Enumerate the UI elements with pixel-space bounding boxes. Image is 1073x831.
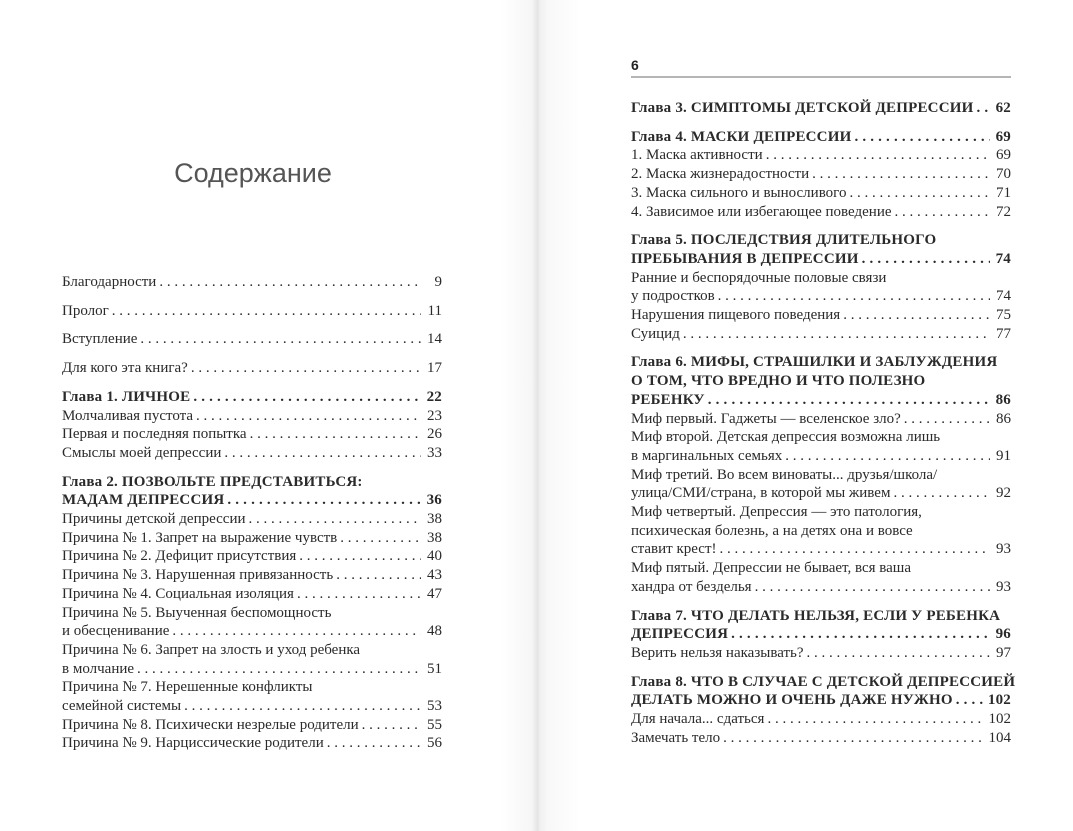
toc-entry[interactable]	[62, 425, 442, 444]
entry-page-number: 47	[427, 585, 442, 602]
entry-page-number: 33	[427, 444, 442, 461]
toc-chapter-entry[interactable]	[62, 388, 442, 407]
entry-page-number: 40	[427, 548, 442, 565]
dot-leader	[755, 578, 990, 597]
dot-leader	[956, 691, 985, 710]
entry-page-number: 23	[427, 407, 442, 424]
entry-page-number: 53	[427, 698, 442, 715]
dot-leader	[159, 273, 421, 292]
dot-leader	[140, 330, 421, 349]
entry-title: Причины детской депрессии	[62, 511, 246, 528]
entry-page-number: 26	[427, 426, 442, 443]
entry-title: Миф третий. Во всем виноваты... друзья/школа/	[631, 466, 938, 483]
entry-page-number: 71	[996, 184, 1011, 201]
entry-title: Первая и последняя попытка	[62, 426, 247, 443]
dot-leader	[862, 250, 990, 269]
entry-page-number: 55	[427, 716, 442, 733]
entry-title: Нарушения пищевого поведения	[631, 307, 841, 324]
entry-title: Причина № 2. Дефицит присутствия	[62, 548, 297, 565]
entry-title: Верить нельзя наказывать?	[631, 644, 804, 661]
toc-entry[interactable]	[631, 644, 1011, 663]
entry-title: Причина № 6. Запрет на злость и уход ребенка	[62, 641, 361, 658]
header-rule	[631, 76, 1011, 78]
toc-group	[62, 473, 442, 754]
dot-leader	[249, 510, 422, 529]
entry-title: Причина № 8. Психически незрелые родители	[62, 716, 359, 733]
dot-leader	[191, 359, 421, 378]
entry-page-number: 74	[995, 250, 1011, 267]
dot-leader	[731, 625, 990, 644]
toc-group	[631, 673, 1016, 748]
toc-chapter-entry[interactable]	[631, 673, 1016, 710]
entry-title: Миф второй. Детская депрессия возможна лишь	[631, 429, 941, 446]
entry-title: семейной системы	[62, 698, 182, 715]
toc-entry[interactable]	[631, 203, 1011, 222]
entry-title: Причина № 7. Нерешенные конфликты	[62, 679, 313, 696]
toc-group	[631, 99, 1011, 118]
entry-title: Причина № 9. Нарциссические родители	[62, 735, 324, 752]
entry-page-number: 17	[427, 360, 442, 377]
toc-group	[62, 302, 442, 321]
toc-entry[interactable]	[62, 585, 442, 604]
entry-title: Глава 1. ЛИЧНОЕ	[62, 388, 191, 405]
dot-leader	[708, 391, 990, 410]
entry-title: Для начала... сдаться	[631, 711, 765, 728]
entry-title: Причина № 1. Запрет на выражение чувств	[62, 529, 338, 546]
dot-leader	[812, 165, 990, 184]
dot-leader	[766, 146, 990, 165]
entry-page-number: 96	[995, 626, 1011, 643]
entry-title: 1. Маска активности	[631, 147, 763, 164]
dot-leader	[843, 306, 990, 325]
entry-title: и обесценивание	[62, 623, 170, 640]
entry-page-number: 38	[427, 511, 442, 528]
entry-page-number: 91	[996, 447, 1011, 464]
entry-title: РЕБЕНКУ	[631, 391, 705, 408]
toc-group	[631, 231, 1011, 343]
toc-chapter-entry[interactable]	[631, 128, 1011, 147]
toc-entry[interactable]	[631, 306, 1011, 325]
entry-page-number: 86	[995, 391, 1011, 408]
toc-entry[interactable]	[62, 716, 442, 735]
toc-entry[interactable]	[62, 604, 442, 641]
toc-right	[631, 99, 1016, 758]
toc-entry[interactable]	[62, 302, 442, 321]
entry-page-number: 43	[427, 567, 442, 584]
toc-group	[62, 388, 442, 463]
book-gutter	[500, 0, 580, 831]
dot-leader	[297, 585, 421, 604]
toc-entry[interactable]	[631, 410, 1011, 429]
toc-chapter-entry[interactable]	[631, 607, 1011, 644]
page-number: 6	[631, 57, 639, 73]
dot-leader	[184, 697, 421, 716]
entry-title: Глава 7. ЧТО ДЕЛАТЬ НЕЛЬЗЯ, ЕСЛИ У РЕБЕНКА	[631, 607, 1001, 624]
entry-title: Глава 6. МИФЫ, СТРАШИЛКИ И ЗАБЛУЖДЕНИЯ	[631, 354, 998, 371]
entry-title: Причина № 3. Нарушенная привязанность	[62, 567, 334, 584]
toc-chapter-entry[interactable]	[62, 473, 442, 510]
entry-title: 3. Маска сильного и выносливого	[631, 184, 847, 201]
dot-leader	[720, 540, 991, 559]
toc-entry[interactable]	[62, 734, 442, 753]
entry-page-number: 93	[996, 541, 1011, 558]
dot-leader	[904, 410, 990, 429]
entry-title: Миф первый. Гаджеты — вселенское зло?	[631, 410, 901, 427]
entry-title: в молчание	[62, 660, 135, 677]
entry-page-number: 11	[427, 302, 442, 319]
toc-entry[interactable]	[631, 269, 1011, 306]
entry-page-number: 69	[995, 128, 1011, 145]
toc-entry[interactable]	[62, 444, 442, 463]
entry-title: Смыслы моей депрессии	[62, 444, 222, 461]
dot-leader	[196, 407, 421, 426]
toc-entry[interactable]	[631, 428, 1011, 465]
dot-leader	[849, 184, 990, 203]
entry-page-number: 14	[427, 331, 442, 348]
entry-page-number: 51	[427, 660, 442, 677]
entry-page-number: 56	[427, 735, 442, 752]
entry-title: хандра от безделья	[631, 578, 752, 595]
entry-page-number: 75	[996, 307, 1011, 324]
entry-page-number: 92	[996, 485, 1011, 502]
toc-group	[631, 128, 1011, 222]
entry-title: Благодарности	[62, 274, 157, 290]
dot-leader	[976, 99, 990, 118]
entry-title: Миф четвертый. Депрессия — это патология,	[631, 504, 922, 521]
dot-leader	[718, 287, 990, 306]
entry-title: Глава 8. ЧТО В СЛУЧАЕ С ДЕТСКОЙ ДЕПРЕССИЕЙ	[631, 673, 1016, 690]
entry-title: Глава 4. МАСКИ ДЕПРЕССИИ	[631, 128, 852, 145]
entry-title: в маргинальных семьях	[631, 447, 783, 464]
entry-page-number: 9	[434, 274, 442, 290]
toc-group	[62, 359, 442, 378]
entry-title: ДЕЛАТЬ МОЖНО И ОЧЕНЬ ДАЖЕ НУЖНО	[631, 692, 953, 709]
toc-group	[631, 607, 1011, 663]
entry-page-number: 102	[988, 711, 1011, 728]
entry-title: О ТОМ, ЧТО ВРЕДНО И ЧТО ПОЛЕЗНО	[631, 373, 926, 390]
dot-leader	[193, 388, 421, 407]
entry-title: Суицид	[631, 325, 680, 342]
entry-title: Пролог	[62, 302, 109, 319]
entry-page-number: 70	[996, 166, 1011, 183]
entry-title: Причина № 4. Социальная изоляция	[62, 585, 294, 602]
dot-leader	[854, 128, 990, 147]
toc-entry[interactable]	[62, 407, 442, 426]
dot-leader	[172, 622, 421, 641]
toc-entry[interactable]	[631, 184, 1011, 203]
dot-leader	[227, 491, 421, 510]
entry-page-number: 22	[426, 388, 442, 405]
dot-leader	[362, 716, 421, 735]
toc-entry[interactable]	[62, 529, 442, 548]
entry-title: ДЕПРЕССИЯ	[631, 626, 729, 643]
entry-title: Вступление	[62, 331, 138, 348]
toc-entry[interactable]	[631, 503, 1011, 559]
toc-chapter-entry[interactable]	[631, 353, 1011, 409]
dot-leader	[767, 710, 985, 729]
entry-title: у подростков	[631, 288, 715, 305]
dot-leader	[112, 302, 421, 321]
entry-page-number: 77	[996, 325, 1011, 342]
toc-chapter-entry[interactable]	[631, 99, 1011, 118]
entry-page-number: 74	[996, 288, 1011, 305]
dot-leader	[785, 447, 990, 466]
entry-page-number: 62	[995, 100, 1011, 116]
toc-group	[62, 330, 442, 349]
entry-title: Глава 2. ПОЗВОЛЬТЕ ПРЕДСТАВИТЬСЯ:	[62, 473, 363, 490]
entry-title: ставит крест!	[631, 541, 717, 558]
entry-title: 4. Зависимое или избегающее поведение	[631, 203, 892, 220]
entry-title: Молчаливая пустота	[62, 407, 194, 424]
dot-leader	[299, 547, 421, 566]
entry-title: Глава 5. ПОСЛЕДСТВИЯ ДЛИТЕЛЬНОГО	[631, 232, 937, 249]
toc-entry[interactable]	[62, 273, 442, 292]
toc-entry[interactable]	[62, 359, 442, 378]
entry-title: Миф пятый. Депрессии не бывает, вся ваша	[631, 560, 911, 577]
toc-entry[interactable]	[631, 559, 1011, 596]
toc-entry[interactable]	[62, 678, 442, 715]
dot-leader	[893, 484, 990, 503]
entry-page-number: 48	[427, 623, 442, 640]
toc-entry[interactable]	[631, 710, 1011, 729]
entry-title: 2. Маска жизнерадостности	[631, 166, 810, 183]
dot-leader	[137, 660, 421, 679]
entry-title: Ранние и беспорядочные половые связи	[631, 269, 887, 286]
toc-entry[interactable]	[62, 641, 442, 678]
entry-title: Для кого эта книга?	[62, 360, 188, 377]
toc-entry[interactable]	[62, 330, 442, 349]
toc-entry[interactable]	[631, 325, 1011, 344]
entry-title: улица/СМИ/страна, в которой мы живем	[631, 485, 891, 502]
dot-leader	[327, 734, 421, 753]
dot-leader	[250, 425, 421, 444]
entry-page-number: 93	[996, 578, 1011, 595]
entry-page-number: 97	[996, 644, 1011, 661]
entry-title: психическая болезнь, а на детях она и вовсе	[631, 522, 913, 539]
entry-title: Причина № 5. Выученная беспомощность	[62, 604, 332, 621]
toc-chapter-entry[interactable]	[631, 231, 1011, 268]
toc-entry[interactable]	[631, 729, 1011, 748]
dot-leader	[895, 203, 990, 222]
entry-page-number: 102	[987, 692, 1011, 709]
toc-entry[interactable]	[631, 165, 1011, 184]
toc-entry[interactable]	[62, 566, 442, 585]
entry-title: Глава 3. СИМПТОМЫ ДЕТСКОЙ ДЕПРЕССИИ	[631, 100, 974, 116]
entry-title: Замечать тело	[631, 729, 721, 746]
entry-title: ПРЕБЫВАНИЯ В ДЕПРЕССИИ	[631, 250, 859, 267]
toc-entry[interactable]	[62, 547, 442, 566]
toc-group	[631, 353, 1011, 596]
entry-page-number: 72	[996, 203, 1011, 220]
dot-leader	[224, 444, 421, 463]
dot-leader	[807, 644, 990, 663]
dot-leader	[723, 729, 985, 748]
entry-page-number: 69	[996, 147, 1011, 164]
dot-leader	[683, 325, 990, 344]
toc-entry[interactable]	[631, 466, 1011, 503]
entry-page-number: 104	[988, 729, 1011, 746]
toc-entry[interactable]	[631, 146, 1011, 165]
entry-page-number: 86	[996, 410, 1011, 427]
entry-page-number: 36	[426, 492, 442, 509]
toc-group	[62, 273, 442, 292]
toc-entry[interactable]	[62, 510, 442, 529]
dot-leader	[340, 529, 421, 548]
page-title: Содержание	[174, 158, 332, 188]
toc-left	[62, 273, 442, 763]
dot-leader	[336, 566, 421, 585]
entry-page-number: 38	[427, 529, 442, 546]
entry-title: МАДАМ ДЕПРЕССИЯ	[62, 492, 225, 509]
